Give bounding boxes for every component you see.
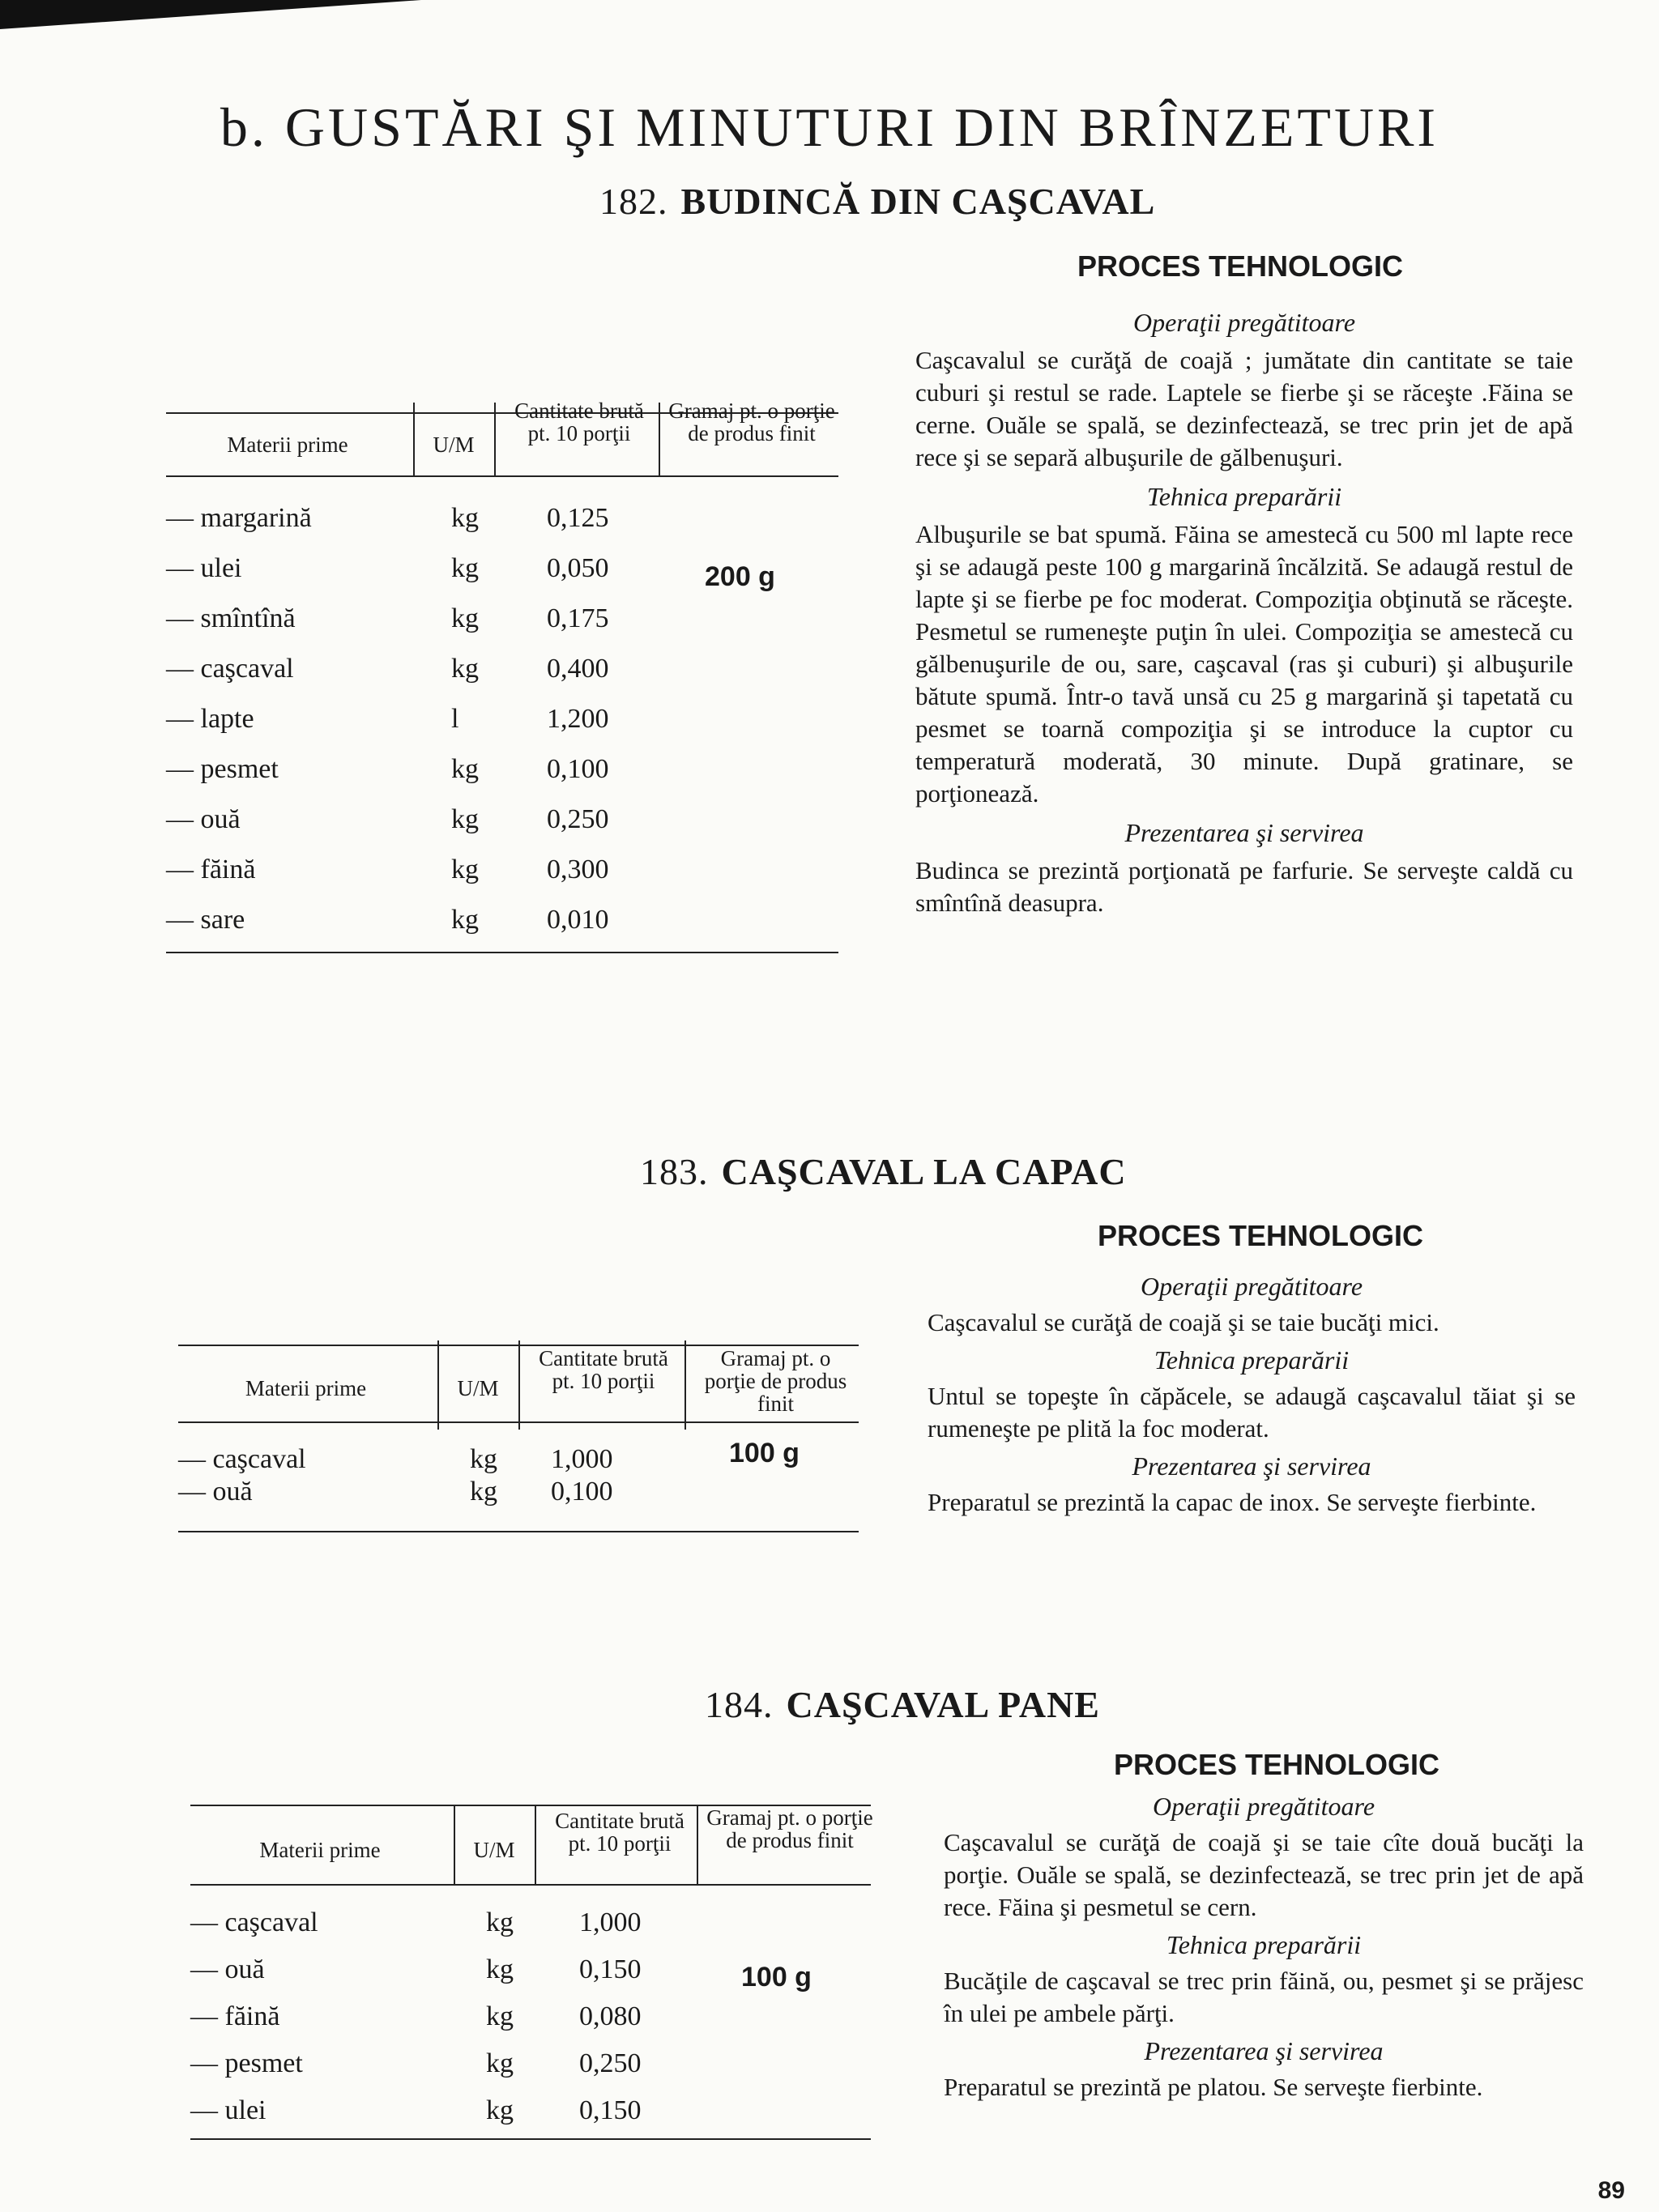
section-title: Tehnica preparării (1154, 1345, 1350, 1375)
section-title: Tehnica preparării (1146, 482, 1342, 511)
ingredient-name: — ulei (190, 2095, 267, 2125)
ingredient-name: — ouă (166, 804, 241, 834)
section-title: Operaţii pregătitoare (1152, 1792, 1375, 1821)
ingredient-name: — ulei (166, 553, 242, 583)
col-header-cantitate: Cantitate brută pt. 10 porţii (514, 399, 644, 445)
ingredient-qty: 0,010 (547, 905, 609, 935)
ingredient-um: kg (451, 553, 479, 583)
ingredient-name: — margarină (166, 503, 312, 533)
ingredient-name: — făină (166, 855, 256, 884)
ingredient-qty: 1,200 (547, 704, 609, 734)
ingredient-qty: 0,080 (579, 2001, 642, 2031)
ingredient-um: kg (451, 804, 479, 834)
ingredient-um: kg (486, 2001, 514, 2031)
portion-weight: 200 g (705, 561, 775, 592)
process-text-182 (915, 308, 1573, 919)
ingredient-um: kg (486, 2048, 514, 2078)
ingredient-qty: 0,250 (547, 804, 609, 834)
section-text: Budinca se prezintă porţionată pe farfurie. Se serveşte caldă cu smîntînă deasupra. (915, 856, 1573, 917)
section-title: Prezentarea şi servirea (1144, 2036, 1384, 2065)
section-title: Prezentarea şi servirea (1132, 1451, 1371, 1481)
ingredient-name: — lapte (166, 704, 254, 734)
ingredient-name: — caşcaval (166, 654, 294, 684)
recipe-title-183 (640, 1150, 1127, 1193)
col-header-materii: Materii prime (227, 433, 348, 457)
portion-weight: 100 g (741, 1962, 812, 1993)
section-text: Caşcavalul se curăţă de coajă ; jumătate din cantitate se taie cuburi şi restul se rade. Laptele se fierbe şi se răceşte .Făina se cerne. Ouăle se spală, se dezinfectează, se trec prin jet de apă rece şi se separă albuşurile de gălbenuşuri. (915, 346, 1573, 471)
ingredients-table-182 (166, 393, 847, 976)
ingredient-name: — făină (190, 2001, 280, 2031)
ingredient-um: kg (451, 754, 479, 784)
section-title: Operaţii pregătitoare (1140, 1272, 1363, 1301)
recipe-title-184 (705, 1683, 1100, 1726)
process-text-184 (944, 1792, 1584, 2103)
ingredient-name: — caşcaval (190, 1907, 318, 1937)
section-text: Preparatul se prezintă pe platou. Se serveşte fierbinte. (944, 2073, 1483, 2101)
recipe-name: BUDINCĂ DIN CAŞCAVAL (680, 181, 1156, 222)
col-header-um: U/M (457, 1376, 499, 1400)
ingredient-name: — smîntînă (166, 603, 296, 633)
process-text-183 (928, 1272, 1576, 1519)
process-title: PROCES TEHNOLOGIC (1077, 249, 1404, 283)
section-title: Prezentarea şi servirea (1124, 818, 1364, 847)
ingredient-um: kg (451, 503, 479, 533)
ingredient-name: — ouă (178, 1477, 253, 1507)
ingredients-table-184 (190, 1782, 879, 2163)
col-header-gramaj: Gramaj pt. o porţie de produs finit (668, 399, 835, 445)
recipe-number: 182. (599, 181, 668, 222)
col-header-gramaj: Gramaj pt. o porţie de produs finit (706, 1805, 873, 1852)
ingredient-name: — ouă (190, 1954, 265, 1984)
col-header-um: U/M (433, 433, 475, 457)
ingredient-qty: 0,125 (547, 503, 609, 533)
col-header-um: U/M (473, 1838, 515, 1862)
ingredient-qty: 0,050 (547, 553, 609, 583)
section-text: Untul se topeşte în căpăcele, se adaugă caşcavalul tăiat şi se rumeneşte pe plită la foc moderat. (928, 1382, 1576, 1443)
ingredients-table-183 (178, 1308, 859, 1551)
col-header-gramaj: Gramaj pt. o porţie de produs finit (704, 1346, 847, 1416)
process-title: PROCES TEHNOLOGIC (1114, 1748, 1440, 1781)
ingredient-um: kg (470, 1477, 497, 1507)
section-title: Operaţii pregătitoare (1132, 308, 1356, 337)
section-text: Albuşurile se bat spumă. Făina se amestecă cu 500 ml lapte rece şi se adaugă peste 100 g margarină încălzită. Se adaugă restul de lapte şi se fierbe pe foc moderat. Compoziţia obţinută se răceşte. Pesmetul se rumeneşte puţin în ulei. Compoziţia se amestecă cu gălbenuşurile de ou, sare, caşcaval (ras şi cuburi) şi albuşurile bătute spumă. Într-o tavă unsă cu 25 g margarină şi tapetată cu pesmet se toarnă compoziţia şi se introduce la cuptor cu temperatură moderată, 30 minute. După gratinare, se porţionează. (915, 520, 1573, 808)
chapter-title: b. GUSTĂRI ŞI MINUTURI DIN BRÎNZETURI (220, 96, 1439, 158)
col-header-materii: Materii prime (245, 1376, 367, 1400)
ingredient-name: — caşcaval (178, 1444, 306, 1474)
ingredient-qty: 0,150 (579, 2095, 642, 2125)
recipe-number: 184. (705, 1684, 774, 1725)
ingredient-qty: 0,250 (579, 2048, 642, 2078)
recipe-name: CAŞCAVAL LA CAPAC (721, 1151, 1127, 1192)
section-text: Bucăţile de caşcaval se trec prin făină, ou, pesmet şi se prăjesc în ulei pe ambele părţi. (944, 1967, 1584, 2027)
col-header-cantitate: Cantitate brută pt. 10 porţii (539, 1346, 668, 1393)
ingredient-qty: 0,400 (547, 654, 609, 684)
ingredient-name: — pesmet (166, 754, 279, 784)
ingredient-qty: 0,300 (547, 855, 609, 884)
ingredient-um: kg (470, 1444, 497, 1474)
section-text: Preparatul se prezintă la capac de inox. Se serveşte fierbinte. (928, 1488, 1537, 1516)
section-title: Tehnica preparării (1166, 1930, 1362, 1959)
ingredient-qty: 1,000 (551, 1444, 613, 1474)
col-header-materii: Materii prime (259, 1838, 381, 1862)
ingredient-um: kg (451, 905, 479, 935)
page-number: 89 (1597, 2177, 1625, 2204)
section-text: Caşcavalul se curăţă de coajă şi se taie cîte două bucăţi la porţie. Ouăle se spală, se dezinfectează, se trec prin jet de apă rece. Făina şi pesmetul se cern. (944, 1828, 1584, 1921)
ingredient-um: kg (451, 654, 479, 684)
section-text: Caşcavalul se curăţă de coajă şi se taie bucăţi mici. (928, 1308, 1439, 1336)
ingredient-name: — sare (166, 905, 245, 935)
ingredient-um: kg (486, 1907, 514, 1937)
recipe-number: 183. (640, 1151, 709, 1192)
col-header-cantitate: Cantitate brută pt. 10 porţii (555, 1809, 684, 1856)
ingredient-um: kg (486, 2095, 514, 2125)
ingredient-name: — pesmet (190, 2048, 303, 2078)
ingredient-qty: 0,100 (547, 754, 609, 784)
recipe-title-182 (599, 180, 1155, 223)
ingredient-qty: 0,175 (547, 603, 609, 633)
recipe-name: CAŞCAVAL PANE (786, 1684, 1100, 1725)
scan-corner-shadow (0, 0, 421, 29)
ingredient-um: kg (451, 603, 479, 633)
ingredient-qty: 1,000 (579, 1907, 642, 1937)
ingredient-qty: 0,150 (579, 1954, 642, 1984)
process-title: PROCES TEHNOLOGIC (1098, 1219, 1424, 1252)
ingredient-um: l (451, 704, 459, 734)
ingredient-qty: 0,100 (551, 1477, 613, 1507)
ingredient-um: kg (451, 855, 479, 884)
portion-weight: 100 g (729, 1438, 800, 1468)
ingredient-um: kg (486, 1954, 514, 1984)
